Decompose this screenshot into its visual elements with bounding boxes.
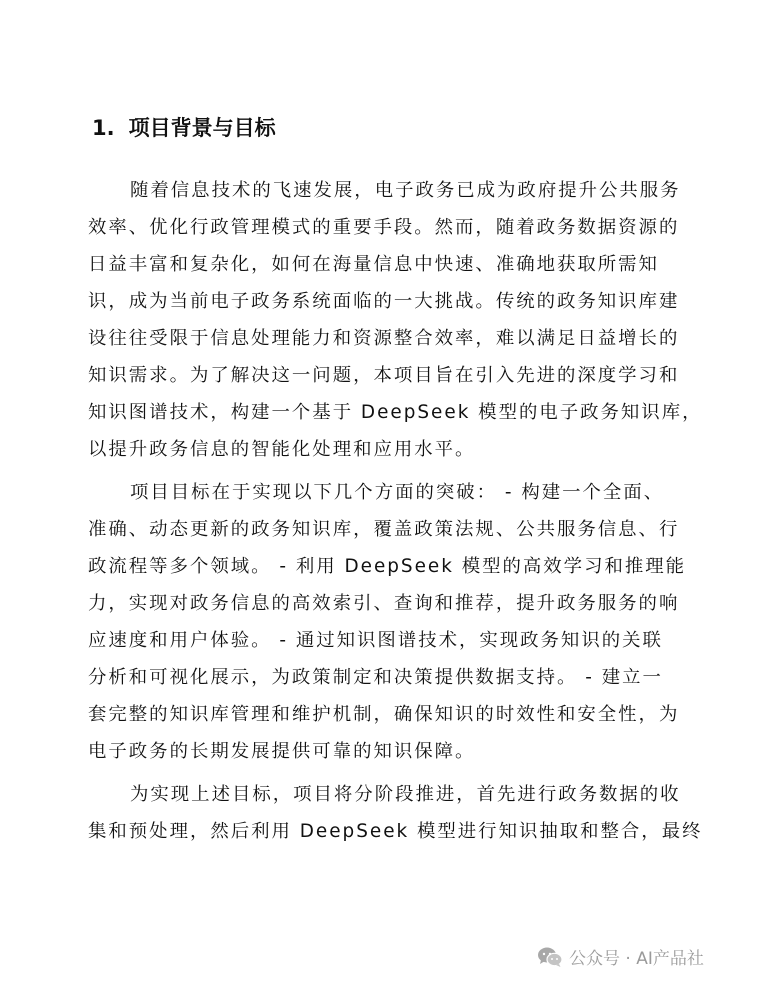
text-line: 知识图谱技术，构建一个基于 DeepSeek 模型的电子政务知识库，	[88, 402, 703, 423]
text-line: 应速度和用户体验。 - 通过知识图谱技术，实现政务知识的关联	[88, 630, 663, 651]
text-line: 识，成为当前电子政务系统面临的一大挑战。传统的政务知识库建	[88, 291, 680, 312]
text-line: 准确、动态更新的政务知识库，覆盖政策法规、公共服务信息、行	[88, 519, 680, 540]
watermark-text: 公众号 · AI产品社	[569, 949, 704, 969]
text-line: 为实现上述目标，项目将分阶段推进，首先进行政务数据的收	[130, 784, 681, 805]
section-title: 项目背景与目标	[128, 116, 276, 140]
text-line: 知识需求。为了解决这一问题，本项目旨在引入先进的深度学习和	[88, 365, 680, 386]
text-line: 项目目标在于实现以下几个方面的突破： - 构建一个全面、	[130, 482, 665, 503]
text-line: 以提升政务信息的智能化处理和应用水平。	[88, 439, 476, 460]
wechat-icon	[537, 946, 563, 968]
text-line: 分析和可视化展示，为政策制定和决策提供数据支持。 - 建立一	[88, 667, 663, 688]
section-heading	[92, 113, 276, 143]
text-line: 电子政务的长期发展提供可靠的知识保障。	[88, 741, 476, 762]
text-line: 集和预处理，然后利用 DeepSeek 模型进行知识抽取和整合，最终	[88, 821, 703, 842]
watermark	[537, 944, 704, 969]
text-line: 效率、优化行政管理模式的重要手段。然而，随着政务数据资源的	[88, 217, 680, 238]
text-line: 设往往受限于信息处理能力和资源整合效率，难以满足日益增长的	[88, 328, 680, 349]
paragraph-background	[88, 172, 703, 468]
text-line: 套完整的知识库管理和维护机制，确保知识的时效性和安全性，为	[88, 704, 680, 725]
paragraph-goals	[88, 474, 687, 770]
text-line: 力，实现对政务信息的高效索引、查询和推荐，提升政务服务的响	[88, 593, 680, 614]
section-number: 1.	[92, 116, 115, 140]
text-line: 日益丰富和复杂化，如何在海量信息中快速、准确地获取所需知	[88, 254, 659, 275]
text-line: 随着信息技术的飞速发展，电子政务已成为政府提升公共服务	[130, 180, 681, 201]
body-text	[88, 172, 703, 856]
paragraph-plan	[88, 776, 703, 850]
text-line: 政流程等多个领域。 - 利用 DeepSeek 模型的高效学习和推理能	[88, 556, 687, 577]
